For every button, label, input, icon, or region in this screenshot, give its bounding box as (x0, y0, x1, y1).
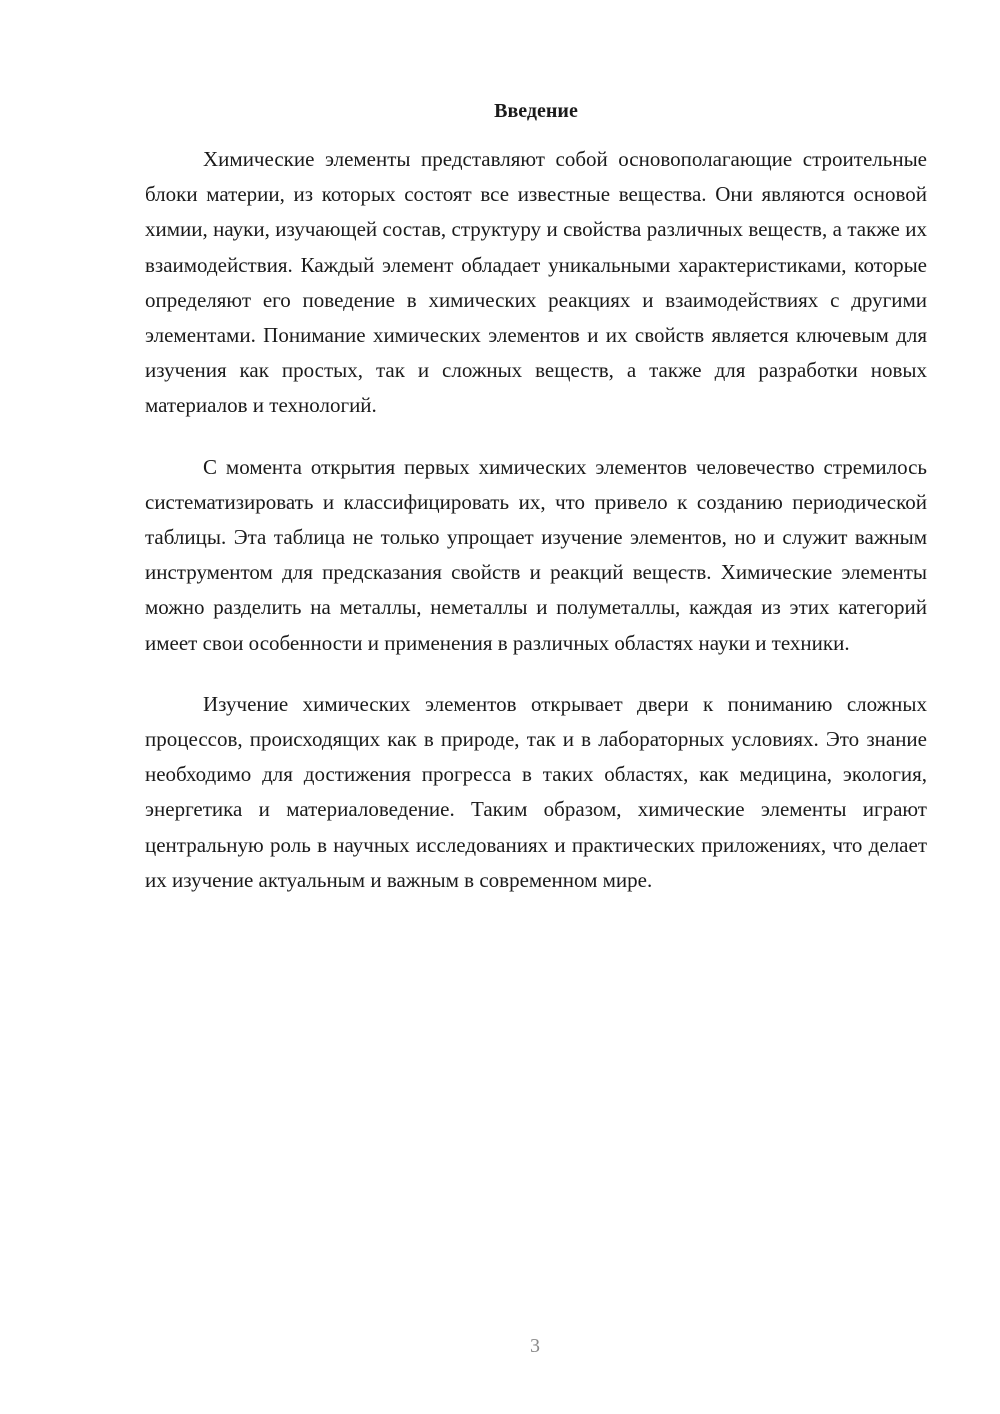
paragraph-3: Изучение химических элементов открывает двери к пониманию сложных процессов, происходящих как в природе, так и в лабораторных условиях. Это знание необходимо для достижения прогресса в таких областях, как медицина, экология, энергетика и материаловедение. Таким образом, химические элементы играют центральную роль в научных исследованиях и практических приложениях, что делает их изучение актуальным и важным в современном мире. (145, 691, 927, 892)
document-body (145, 142, 927, 924)
paragraph-1: Химические элементы представляют собой основополагающие строительные блоки материи, из которых состоят все известные вещества. Они являются основой химии, науки, изучающей состав, структуру и свойства различных веществ, а также их взаимодействия. Каждый элемент обладает уникальными характеристиками, которые определяют его поведение в химических реакциях и взаимодействиях с другими элементами. Понимание химических элементов и их свойств является ключевым для изучения как простых, так и сложных веществ, а также для разработки новых материалов и технологий. (145, 147, 927, 418)
paragraph-2: С момента открытия первых химических элементов человечество стремилось систематизировать и классифицировать их, что привело к созданию периодической таблицы. Эта таблица не только упрощает изучение элементов, но и служит важным инструментом для предсказания свойств и реакций веществ. Химические элементы можно разделить на металлы, неметаллы и полуметаллы, каждая из этих категорий имеет свои особенности и применения в различных областях науки и техники. (145, 454, 927, 655)
page-number: 3 (530, 1335, 540, 1357)
document-title: Введение (494, 100, 578, 122)
